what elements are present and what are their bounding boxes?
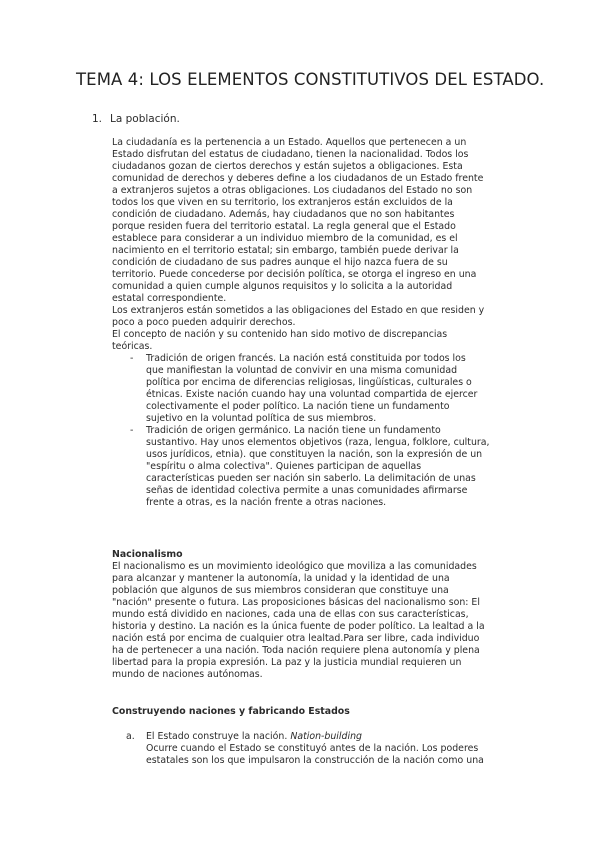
section-number: 1. (92, 113, 103, 125)
paragraph-line: condición de ciudadano de sus padres aunque el hijo nazca fuera de su (112, 257, 448, 268)
bullet-line: "espíritu o alma colectiva". Quienes participan de aquellas (146, 461, 422, 472)
paragraph-line: La ciudadanía es la pertenencia a un Estado. Aquellos que pertenecen a un (112, 137, 467, 148)
paragraph-line: mundo está dividido en naciones, cada una de ellas con sus características, (112, 609, 469, 620)
paragraph-line: teóricas. (112, 341, 153, 352)
list-marker: a. (126, 731, 135, 742)
subsection-heading: Nacionalismo (112, 549, 183, 560)
list-item-line: estatales son los que impulsaron la construcción de la nación como una (146, 755, 484, 766)
paragraph-line: a extranjeros sujetos a otras obligaciones. Los ciudadanos del Estado no son (112, 185, 473, 196)
paragraph-line: comunidad de derechos y deberes define a los ciudadanos de un Estado frente (112, 173, 484, 184)
paragraph-line: porque residen fuera del territorio estatal. La regla general que el Estado (112, 221, 456, 232)
paragraph-line: "nación" presente o futura. Las proposiciones básicas del nacionalismo son: El (112, 597, 480, 608)
paragraph-line: comunidad a quien cumple algunos requisitos y lo solicita a la autoridad (112, 281, 453, 292)
paragraph-line: El nacionalismo es un movimiento ideológico que moviliza a las comunidades (112, 561, 477, 572)
page-title: TEMA 4: LOS ELEMENTOS CONSTITUTIVOS DEL ESTADO. (76, 70, 545, 89)
paragraph-line: historia y destino. La nación es la única fuente de poder político. La lealtad a la (112, 621, 485, 632)
paragraph-line: para alcanzar y mantener la autonomía, la unidad y la identidad de una (112, 573, 450, 584)
paragraph-line: estatal correspondiente. (112, 293, 227, 304)
list-item-line: Ocurre cuando el Estado se constituyó antes de la nación. Los poderes (146, 743, 479, 754)
paragraph-line: El concepto de nación y su contenido han sido motivo de discrepancias (112, 329, 448, 340)
paragraph-line: ciudadanos gozan de ciertos derechos y están sujetos a obligaciones. Esta (112, 161, 463, 172)
bullet-line: frente a otras, es la nación frente a otras naciones. (146, 497, 387, 508)
paragraph-line: Estado disfrutan del estatus de ciudadano, tienen la nacionalidad. Todos los (112, 149, 469, 160)
subsection-heading: Construyendo naciones y fabricando Estados (112, 706, 350, 717)
bullet-line: colectivamente el poder político. La nación tiene un fundamento (146, 401, 450, 412)
list-item-lead (146, 731, 362, 743)
paragraph-line: condición de ciudadano. Además, hay ciudadanos que no son habitantes (112, 209, 455, 220)
paragraph-line: ha de pertenecer a una nación. Toda nación requiere plena autonomía y plena (112, 645, 480, 656)
bullet-line: Tradición de origen germánico. La nación tiene un fundamento (146, 425, 441, 436)
paragraph-line: nación está por encima de cualquier otra lealtad.Para ser libre, cada individuo (112, 633, 480, 644)
paragraph-line: territorio. Puede concederse por decisión política, se otorga el ingreso en una (112, 269, 477, 280)
section-heading: La población. (110, 113, 180, 125)
paragraph-line: población que algunos de sus miembros consideran que constituye una (112, 585, 449, 596)
bullet-marker: - (130, 425, 134, 436)
paragraph-line: libertad para la propia expresión. La paz y la justicia mundial requieren un (112, 657, 462, 668)
paragraph-line: nacimiento en el territorio estatal; sin embargo, también puede derivar la (112, 245, 459, 256)
bullet-line: política por encima de diferencias religiosas, lingüísticas, culturales o (146, 377, 472, 388)
bullet-line: señas de identidad colectiva permite a unas comunidades afirmarse (146, 485, 468, 496)
bullet-line: que manifiestan la voluntad de convivir en una misma comunidad (146, 365, 458, 376)
paragraph-line: establece para considerar a un individuo miembro de la comunidad, es el (112, 233, 458, 244)
bullet-marker: - (130, 353, 134, 364)
paragraph-line: mundo de naciones autónomas. (112, 669, 263, 680)
bullet-line: sujetivo en la voluntad política de sus miembros. (146, 413, 377, 424)
paragraph-line: todos los que viven en su territorio, los extranjeros están excluidos de la (112, 197, 453, 208)
bullet-line: sustantivo. Hay unos elementos objetivos (raza, lengua, folklore, cultura, (146, 437, 490, 448)
bullet-line: usos jurídicos, etnia). que constituyen la nación, son la expresión de un (146, 449, 483, 460)
paragraph-line: poco a poco pueden adquirir derechos. (112, 317, 296, 328)
bullet-line: características pueden ser nación sin saberlo. La delimitación de unas (146, 473, 476, 484)
list-item-lead-italic: Nation-building (290, 731, 362, 742)
bullet-line: étnicas. Existe nación cuando hay una voluntad compartida de ejercer (146, 389, 478, 400)
list-item-lead-text: El Estado construye la nación. (146, 731, 291, 742)
paragraph-line: Los extranjeros están sometidos a las obligaciones del Estado en que residen y (112, 305, 485, 316)
bullet-line: Tradición de origen francés. La nación está constituida por todos los (146, 353, 466, 364)
